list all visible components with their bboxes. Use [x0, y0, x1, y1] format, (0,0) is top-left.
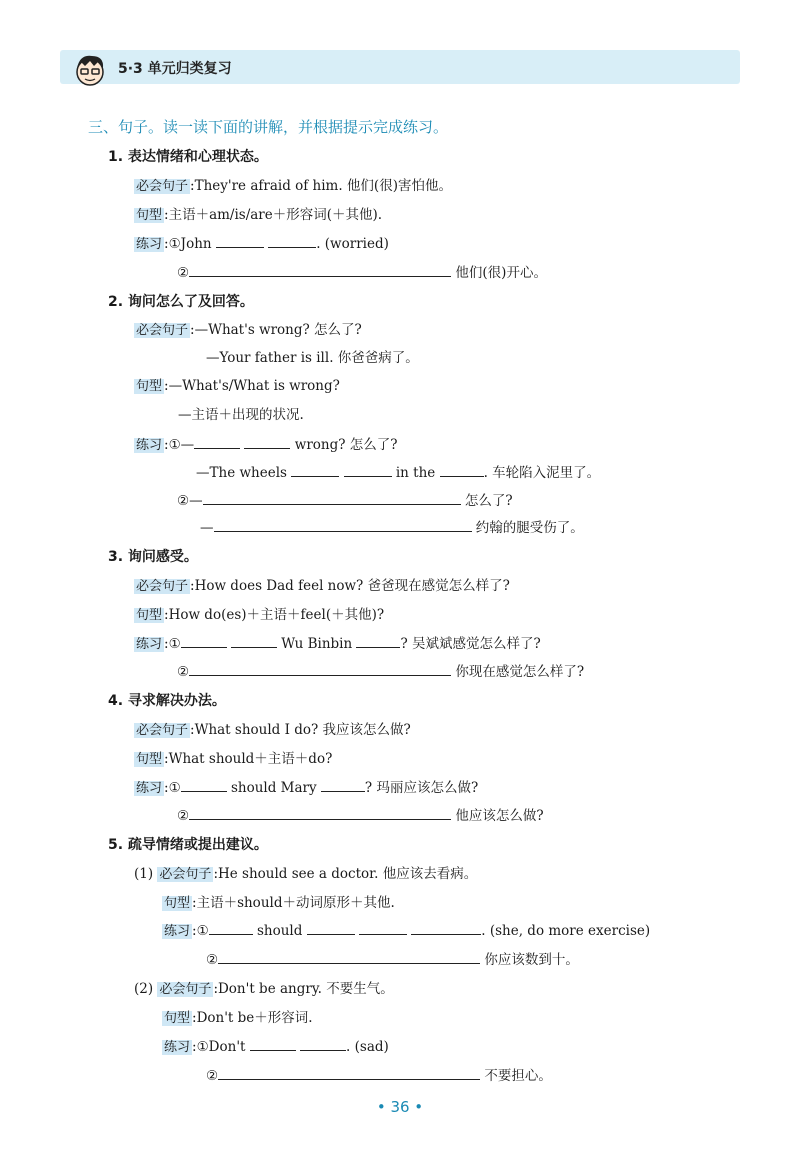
item5-sub2-must-text: :Don't be angry. 不要生气。	[213, 981, 394, 997]
answer-blank[interactable]	[307, 921, 355, 935]
item5-sub1-pattern-text: :主语＋should＋动词原形＋其他.	[192, 895, 395, 911]
item5-heading: 5. 疏导情绪或提出建议。	[108, 837, 268, 853]
item1-heading: 1. 表达情绪和心理状态。	[108, 149, 268, 165]
answer-blank[interactable]	[268, 234, 316, 248]
item5-sub1-practice2	[206, 948, 579, 968]
item2-p2a-start: ②—	[177, 493, 203, 509]
item5-sub2-practice2	[206, 1064, 552, 1084]
must-label: 必会句子	[136, 579, 189, 594]
answer-blank[interactable]	[189, 263, 451, 277]
answer-blank[interactable]	[218, 950, 480, 964]
item5-sub1-p1-end: . (she, do more exercise)	[481, 923, 651, 939]
item2-p1b-end: . 车轮陷入泥里了。	[483, 465, 601, 481]
item1-pattern	[134, 203, 382, 223]
answer-blank[interactable]	[218, 1066, 480, 1080]
item1-must	[134, 174, 452, 194]
answer-blank[interactable]	[356, 634, 400, 648]
item4-p1-mid: should Mary	[230, 780, 317, 796]
must-label: 必会句子	[159, 867, 212, 882]
item2-practice2b	[200, 516, 584, 536]
item3-pattern	[134, 603, 384, 623]
item5-sub1-must-text: :He should see a doctor. 他应该去看病。	[213, 866, 478, 882]
item1-practice1	[134, 233, 389, 252]
item2-p1a-end: wrong? 怎么了?	[294, 437, 398, 453]
item1-pattern-text: :主语＋am/is/are＋形容词(＋其他).	[164, 207, 383, 223]
item1-p1-start: :①John	[164, 236, 212, 252]
item1-p2-end: 他们(很)开心。	[455, 265, 547, 281]
answer-blank[interactable]	[209, 921, 253, 935]
answer-blank[interactable]	[244, 435, 290, 449]
item5-sub1-num: (1)	[134, 866, 154, 882]
item3-p1-end: ? 吴斌斌感觉怎么样了?	[400, 636, 541, 652]
item3-p2-start: ②	[177, 664, 190, 680]
mascot-icon	[70, 50, 110, 90]
must-label: 必会句子	[136, 323, 189, 338]
item5-sub2-num: (2)	[134, 981, 154, 997]
header-title: 5·3 单元归类复习	[118, 61, 232, 77]
item1-p2-start: ②	[177, 265, 190, 281]
answer-blank[interactable]	[231, 634, 277, 648]
answer-blank[interactable]	[359, 921, 407, 935]
must-label: 必会句子	[159, 982, 212, 997]
answer-blank[interactable]	[300, 1037, 346, 1051]
item1-must-text: :They're afraid of him. 他们(很)害怕他。	[190, 178, 452, 194]
item2-p1b-mid: in the	[395, 465, 436, 481]
pattern-label: 句型	[164, 1011, 191, 1026]
item2-practice2a	[177, 489, 513, 509]
practice-label: 练习	[136, 237, 163, 252]
item5-sub2-p2-end: 不要担心。	[484, 1068, 552, 1084]
item5-sub2-practice1	[162, 1036, 389, 1055]
answer-blank[interactable]	[344, 463, 392, 477]
item3-p1-mid: Wu Binbin	[281, 636, 353, 652]
item5-sub2-must	[134, 977, 394, 997]
item5-sub1-practice1	[162, 920, 650, 939]
item3-must	[134, 574, 510, 594]
item2-pattern1	[134, 375, 340, 394]
item2-practice1a	[134, 433, 398, 453]
item4-practice1	[134, 776, 478, 796]
practice-label: 练习	[136, 438, 163, 453]
answer-blank[interactable]	[440, 463, 484, 477]
pattern-label: 句型	[164, 896, 191, 911]
item4-must-text: :What should I do? 我应该怎么做?	[190, 722, 411, 738]
item5-sub1-p2-end: 你应该数到十。	[484, 952, 579, 968]
item4-p1-end: ? 玛丽应该怎么做?	[364, 780, 479, 796]
item4-heading: 4. 寻求解决办法。	[108, 693, 226, 709]
item3-pattern-text: :How do(es)＋主语＋feel(＋其他)?	[164, 607, 385, 623]
item5-sub1-p1-mid: should	[256, 923, 303, 939]
must-label: 必会句子	[136, 723, 189, 738]
item1-p1-end: . (worried)	[316, 236, 389, 252]
pattern-label: 句型	[136, 752, 163, 767]
item2-heading: 2. 询问怎么了及回答。	[108, 294, 254, 310]
answer-blank[interactable]	[203, 491, 461, 505]
answer-blank[interactable]	[321, 778, 365, 792]
item5-sub2-p1-start: :①Don't	[192, 1039, 246, 1055]
item3-must-text: :How does Dad feel now? 爸爸现在感觉怎么样了?	[190, 578, 510, 594]
item4-pattern-text: :What should＋主语＋do?	[164, 751, 333, 767]
item3-p2-end: 你现在感觉怎么样了?	[455, 664, 585, 680]
pattern-label: 句型	[136, 208, 163, 223]
answer-blank[interactable]	[189, 662, 451, 676]
item2-p2b-end: 约翰的腿受伤了。	[475, 520, 584, 536]
item5-sub1-p1-start: :①	[192, 923, 209, 939]
must-label: 必会句子	[136, 179, 189, 194]
item1-practice2	[177, 261, 547, 281]
item4-p2-start: ②	[177, 808, 190, 824]
answer-blank[interactable]	[214, 518, 472, 532]
answer-blank[interactable]	[181, 778, 227, 792]
item4-p1-start: :①	[164, 780, 181, 796]
item3-practice1	[134, 632, 541, 652]
item4-pattern	[134, 747, 332, 767]
practice-label: 练习	[164, 1040, 191, 1055]
item2-pattern1-text: :—What's/What is wrong?	[164, 378, 340, 394]
section-title: 三、句子。读一读下面的讲解，并根据提示完成练习。	[88, 118, 449, 136]
item5-sub2-pattern	[162, 1006, 313, 1026]
practice-label: 练习	[164, 924, 191, 939]
answer-blank[interactable]	[250, 1037, 296, 1051]
practice-label: 练习	[136, 637, 163, 652]
item4-must	[134, 718, 411, 738]
item2-must1-text: :—What's wrong? 怎么了?	[190, 322, 362, 338]
answer-blank[interactable]	[194, 435, 240, 449]
practice-label: 练习	[136, 781, 163, 796]
item3-p1-start: :①	[164, 636, 181, 652]
item2-must1	[134, 318, 362, 338]
item4-p2-end: 他应该怎么做?	[455, 808, 544, 824]
item2-p2a-end: 怎么了?	[464, 493, 513, 509]
answer-blank[interactable]	[216, 234, 264, 248]
item2-practice1b	[196, 461, 600, 481]
item3-practice2	[177, 660, 584, 680]
item2-p1a-start: :①—	[164, 437, 195, 453]
page-number: • 36 •	[376, 1098, 424, 1116]
item3-heading: 3. 询问感受。	[108, 549, 198, 565]
answer-blank[interactable]	[411, 921, 481, 935]
item5-sub1-must	[134, 862, 477, 882]
item2-p2b-start: —	[200, 520, 214, 536]
item2-p1b-start: —The wheels	[196, 465, 287, 481]
item5-sub2-p1-end: . (sad)	[346, 1039, 389, 1055]
answer-blank[interactable]	[189, 806, 451, 820]
item5-sub2-p2-start: ②	[206, 1068, 219, 1084]
pattern-label: 句型	[136, 608, 163, 623]
item5-sub1-pattern	[162, 891, 395, 911]
answer-blank[interactable]	[291, 463, 339, 477]
answer-blank[interactable]	[181, 634, 227, 648]
pattern-label: 句型	[136, 379, 163, 394]
item2-must2: —Your father is ill. 你爸爸病了。	[206, 350, 419, 366]
item5-sub1-p2-start: ②	[206, 952, 219, 968]
item5-sub2-pattern-text: :Don't be＋形容词.	[192, 1010, 313, 1026]
item4-practice2	[177, 804, 544, 824]
item2-pattern2: —主语＋出现的状况.	[178, 407, 304, 423]
